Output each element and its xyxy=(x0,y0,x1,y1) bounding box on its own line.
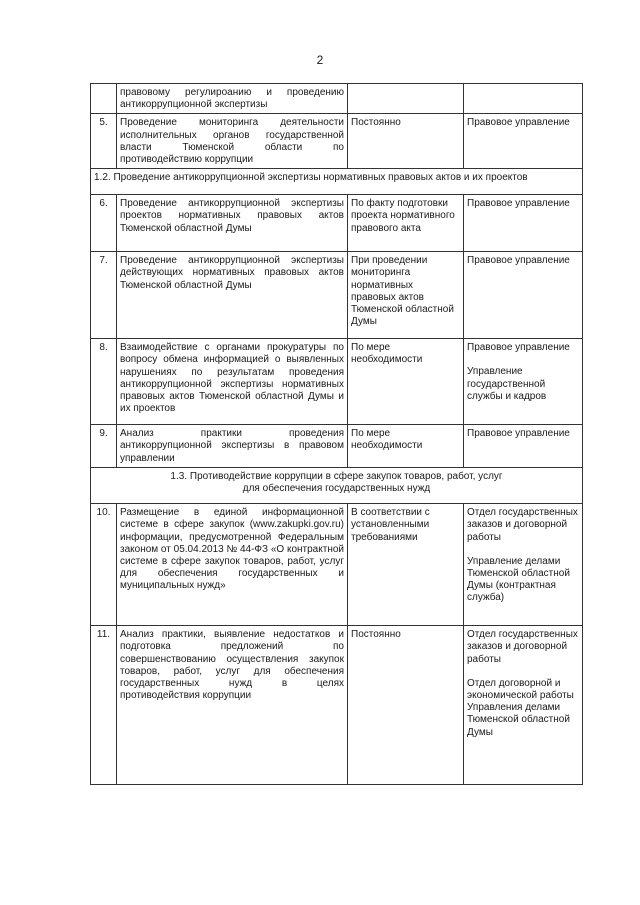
section-header-row xyxy=(91,468,583,504)
item-number xyxy=(91,114,117,169)
item-action xyxy=(117,626,348,785)
item-term-text: Постоянно xyxy=(351,117,401,129)
item-term-text: В соответствии с установленными требованиями xyxy=(351,507,430,543)
item-action-text: правовому регулироанию и проведению антикоррупционной экспертизы xyxy=(120,87,344,111)
item-term-text: По факту подготовки проекта нормативного правового акта xyxy=(351,198,455,234)
item-action xyxy=(117,339,348,425)
table-row xyxy=(91,84,583,114)
item-number-text: 11. xyxy=(96,629,111,641)
action-plan-table xyxy=(90,83,583,785)
item-term-text: По мере необходимости xyxy=(351,428,423,452)
item-number xyxy=(91,626,117,785)
table-row xyxy=(91,114,583,169)
responsible-unit: Отдел государственных заказов и договорной работы xyxy=(467,629,578,665)
responsible-unit: Отдел договорной и экономической работы Управления делами Тюменской областной Думы xyxy=(467,677,574,738)
responsible-unit: Правовое управление xyxy=(467,117,570,129)
item-term xyxy=(348,195,464,252)
item-term xyxy=(348,114,464,169)
item-action xyxy=(117,252,348,339)
item-action xyxy=(117,425,348,468)
item-number xyxy=(91,84,117,114)
item-responsible xyxy=(464,252,583,339)
item-term xyxy=(348,252,464,339)
item-responsible xyxy=(464,114,583,169)
item-term xyxy=(348,339,464,425)
section-title xyxy=(91,169,583,195)
item-responsible xyxy=(464,339,583,425)
item-action-text: Проведение антикоррупционной экспертизы проектов нормативных правовых актов Тюменской областной Думы xyxy=(120,198,344,234)
responsible-unit: Правовое управление xyxy=(467,255,570,267)
section-title-text: 1.3. Противодействие коррупции в сфере закупок товаров, работ, услуг для обеспечения государственных нужд xyxy=(170,471,503,495)
responsible-unit: Правовое управление xyxy=(467,428,570,440)
table-row xyxy=(91,195,583,252)
item-number xyxy=(91,339,117,425)
item-action xyxy=(117,504,348,626)
item-number-text: 9. xyxy=(99,428,108,440)
table-row xyxy=(91,504,583,626)
item-number xyxy=(91,504,117,626)
table-row xyxy=(91,425,583,468)
item-action xyxy=(117,84,348,114)
item-responsible xyxy=(464,195,583,252)
item-action-text: Анализ практики, выявление недостатков и подготовка предложений по совершенствованию осуществления закупок товаров, работ, услуг для обеспечения государственных нужд в целях противодействия коррупции xyxy=(120,629,344,702)
item-action-text: Проведение мониторинга деятельности исполнительных органов государственной власти Тюменской области по противодействию коррупции xyxy=(120,117,344,166)
responsible-unit: Правовое управление xyxy=(467,342,570,354)
item-number-text: 6. xyxy=(99,198,108,210)
item-action-text: Размещение в единой информационной системе в сфере закупок (www.zakupki.gov.ru) информации, предусмотренной Федеральным законом от 05.04.2013 № 44-ФЗ «О контрактной системе в сфере закупок товаров, работ, услуг для обеспечения государственных и муниципальных нужд» xyxy=(120,507,344,592)
table-row xyxy=(91,626,583,785)
item-action-text: Взаимодействие с органами прокуратуры по вопросу обмена информацией о выявленных нарушениях по результатам проведения антикоррупционной экспертизы нормативных правовых актов Тюменской областной Думы и их проектов xyxy=(120,342,344,415)
item-responsible xyxy=(464,425,583,468)
table-row xyxy=(91,252,583,339)
item-term xyxy=(348,425,464,468)
item-term-text: По мере необходимости xyxy=(351,342,423,366)
item-responsible xyxy=(464,84,583,114)
item-action xyxy=(117,114,348,169)
responsible-unit: Управление государственной службы и кадров xyxy=(467,366,547,402)
item-term-text: При проведении мониторинга нормативных правовых актов Тюменской областной Думы xyxy=(351,255,454,328)
item-number xyxy=(91,195,117,252)
item-responsible xyxy=(464,626,583,785)
item-action-text: Анализ практики проведения антикоррупционной экспертизы в правовом управлении xyxy=(120,428,344,464)
responsible-unit: Управление делами Тюменской областной Думы (контрактная служба) xyxy=(467,555,570,604)
page-number: 2 xyxy=(316,53,324,67)
responsible-unit: Отдел государственных заказов и договорной работы xyxy=(467,507,578,543)
item-action-text: Проведение антикоррупционной экспертизы действующих нормативных правовых актов Тюменской областной Думы xyxy=(120,255,344,291)
item-number xyxy=(91,425,117,468)
item-term-text: Постоянно xyxy=(351,629,401,641)
item-number-text: 10. xyxy=(96,507,111,519)
table-row xyxy=(91,339,583,425)
item-number-text: 5. xyxy=(99,117,108,129)
section-title-text: 1.2. Проведение антикоррупционной экспертизы нормативных правовых актов и их проектов xyxy=(94,172,528,184)
item-term xyxy=(348,626,464,785)
item-action xyxy=(117,195,348,252)
responsible-unit: Правовое управление xyxy=(467,198,570,210)
item-term xyxy=(348,504,464,626)
item-responsible xyxy=(464,504,583,626)
section-header-row xyxy=(91,169,583,195)
item-number xyxy=(91,252,117,339)
item-number-text: 8. xyxy=(99,342,108,354)
item-number-text: 7. xyxy=(99,255,108,267)
action-plan-body xyxy=(91,84,583,785)
section-title xyxy=(91,468,583,504)
item-term xyxy=(348,84,464,114)
